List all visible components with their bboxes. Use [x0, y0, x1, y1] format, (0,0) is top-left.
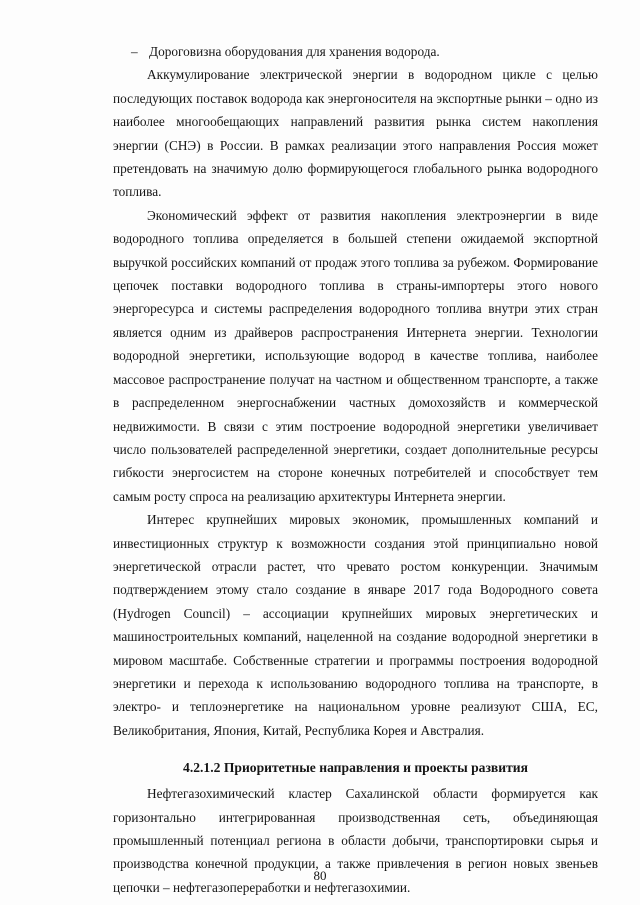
- bullet-text: Дороговизна оборудования для хранения водорода.: [149, 44, 440, 59]
- page-number: 80: [313, 868, 327, 883]
- bullet-marker: –: [131, 44, 138, 59]
- paragraph-economic-effect: Экономический эффект от развития накопления электроэнергии в виде водородного топлива определяется в большей степени ожидаемой экспортной выручкой российских компаний от продаж этого топлива за рубежом. Формирование цепочек поставки водородного топлива в страны-импортеры этого нового энергоресурса и системы распределения водородного топлива внутри этих стран является одним из драйверов распространения Интернета энергии. Технологии водородной энергетики, использующие водород в качестве топлива, наиболее массовое распространение получат на частном и общественном транспорте, а также в распределенном энергоснабжении частных домохозяйств и коммерческой недвижимости. В связи с этим построение водородной энергетики увеличивает число пользователей распределенной энергетики, создает дополнительные ресурсы гибкости энергосистем на стороне конечных потребителей и способствует тем самым росту спроса на реализацию архитектуры Интернета энергии.: [113, 207, 598, 504]
- bullet-item: [113, 40, 598, 63]
- page-body: [113, 40, 598, 899]
- paragraph-energy-storage: Аккумулирование электрической энергии в водородном цикле с целью последующих поставок водорода как энергоносителя на экспортные рынки – одно из наиболее многообещающих направлений развития рынка систем накопления энергии (СНЭ) в России. В рамках реализации этого направления Россия может претендовать на значимую долю формирующегося глобального рынка водородного топлива.: [113, 67, 598, 200]
- section-heading: 4.2.1.2 Приоритетные направления и проекты развития: [183, 760, 528, 776]
- paragraph-global-interest: Интерес крупнейших мировых экономик, промышленных компаний и инвестиционных структур к возможности создания этой принципиально новой энергетической отрасли растет, что чревато ростом конкуренции. Значимым подтверждением этому стало создание в январе 2017 года Водородного совета (Hydrogen Council) – ассоциации крупнейших мировых энергетических и машиностроительных компаний, нацеленной на создание водородной энергетики в мировом масштабе. Собственные стратегии и программы построения водородной энергетики и перехода к использованию водородного топлива на транспорте, в электро- и теплоэнергетике на национальном уровне реализуют США, ЕС, Великобритания, Япония, Китай, Республика Корея и Австралия.: [113, 512, 598, 738]
- paragraph-petrochemical-cluster: Нефтегазохимический кластер Сахалинской области формируется как горизонтально интегрированная производственная сеть, объединяющая промышленный потенциал региона в области добычи, транспортировки сырья и производства конечной продукции, а также привлечения в регион новых звеньев цепочки – нефтегазопереработки и нефтегазохимии.: [113, 786, 598, 895]
